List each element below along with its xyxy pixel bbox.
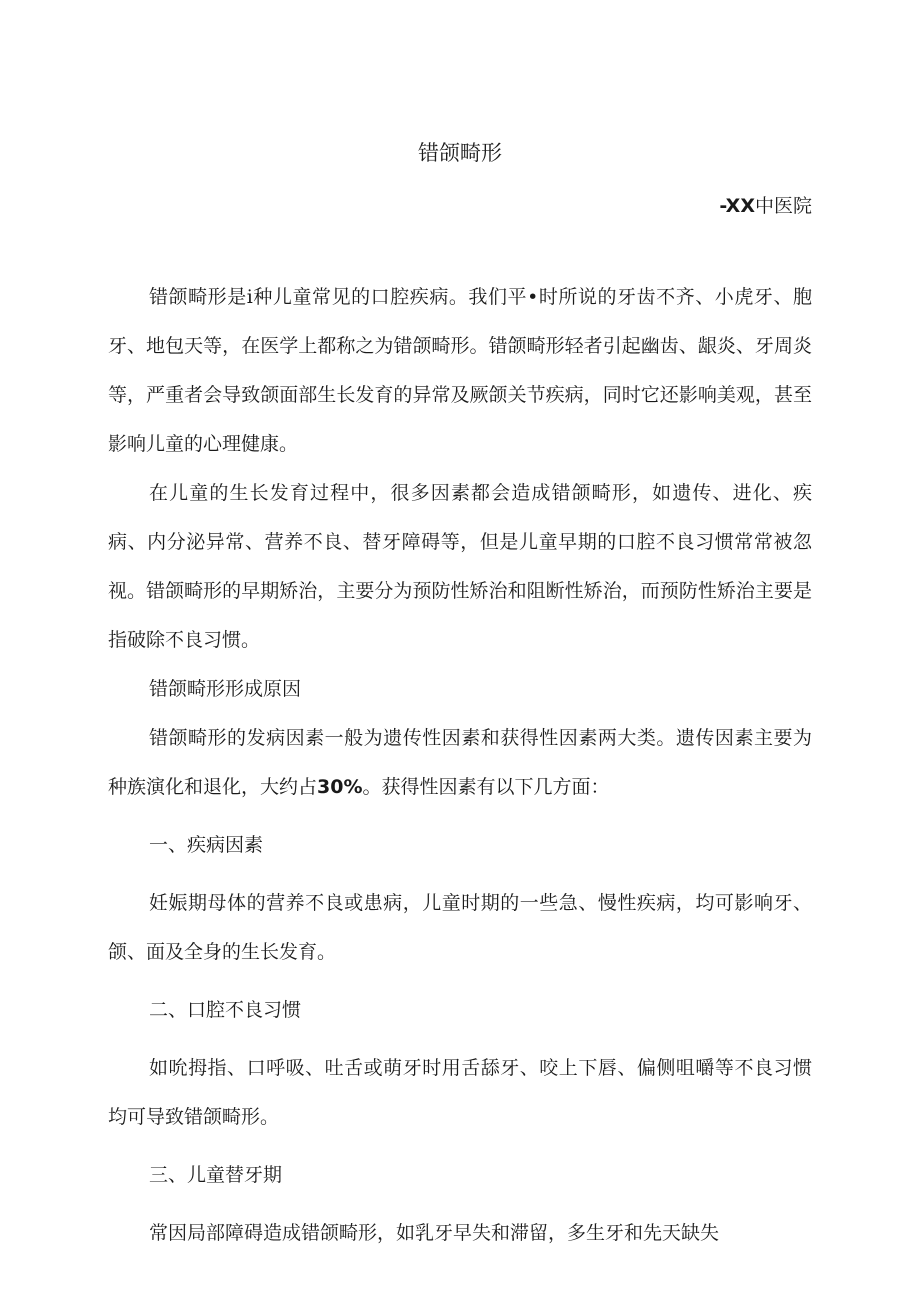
causes-text-after: 。获得性因素有以下几方面：	[362, 776, 610, 798]
author-name: 中医院	[754, 195, 812, 217]
development-paragraph: 在儿童的生长发育过程中，很多因素都会造成错颌畸形，如遗传、进化、疾病、内分泌异常、营养不良、替牙障碍等，但是儿童早期的口腔不良习惯常常被忽视。错颌畸形的早期矫治，主要分为预防性矫治和阻断性矫治，而预防性矫治主要是指破除不良习惯。	[108, 482, 812, 651]
causes-text-before: 错颌畸形的发病因素一般为遗传性因素和获得性因素两大类。遗传因素主要为种族演化和退化，大约占	[108, 727, 812, 798]
intro-paragraph: 错颌畸形是i种儿童常见的口腔疾病。我们平•时所说的牙齿不齐、小虎牙、胞牙、地包天等，在医学上都称之为错颌畸形。错颌畸形轻者引起幽齿、龈炎、牙周炎等，严重者会导致颌面部生长发育的异常及厥颌关节疾病，同时它还影响美观，甚至影响儿童的心理健康。	[108, 286, 812, 455]
causes-subtitle: 错颌畸形形成原因	[149, 678, 302, 700]
section-text-teething: 常因局部障碍造成错颌畸形，如乳牙早失和滞留，多生牙和先天缺失	[149, 1222, 720, 1244]
causes-paragraph	[108, 714, 812, 812]
section-heading-disease: 一、疾病因素	[149, 834, 264, 856]
document-body	[108, 273, 812, 1258]
section-text-disease: 妊娠期母体的营养不良或患病，儿童时期的一些急、慢性疾病，均可影响牙、颌、面及全身的生长发育。	[108, 892, 812, 963]
genetic-percent: 30%	[317, 776, 363, 798]
section-heading-teething: 三、儿童替牙期	[149, 1164, 283, 1186]
author-prefix: -XX	[719, 195, 755, 217]
document-title: 错颌畸形	[418, 141, 502, 165]
section-text-habits: 如吮拇指、口呼吸、吐舌或萌牙时用舌舔牙、咬上下唇、偏侧咀嚼等不良习惯均可导致错颌畸形。	[108, 1057, 812, 1128]
section-heading-habits: 二、口腔不良习惯	[149, 999, 302, 1021]
author-line	[719, 193, 812, 219]
